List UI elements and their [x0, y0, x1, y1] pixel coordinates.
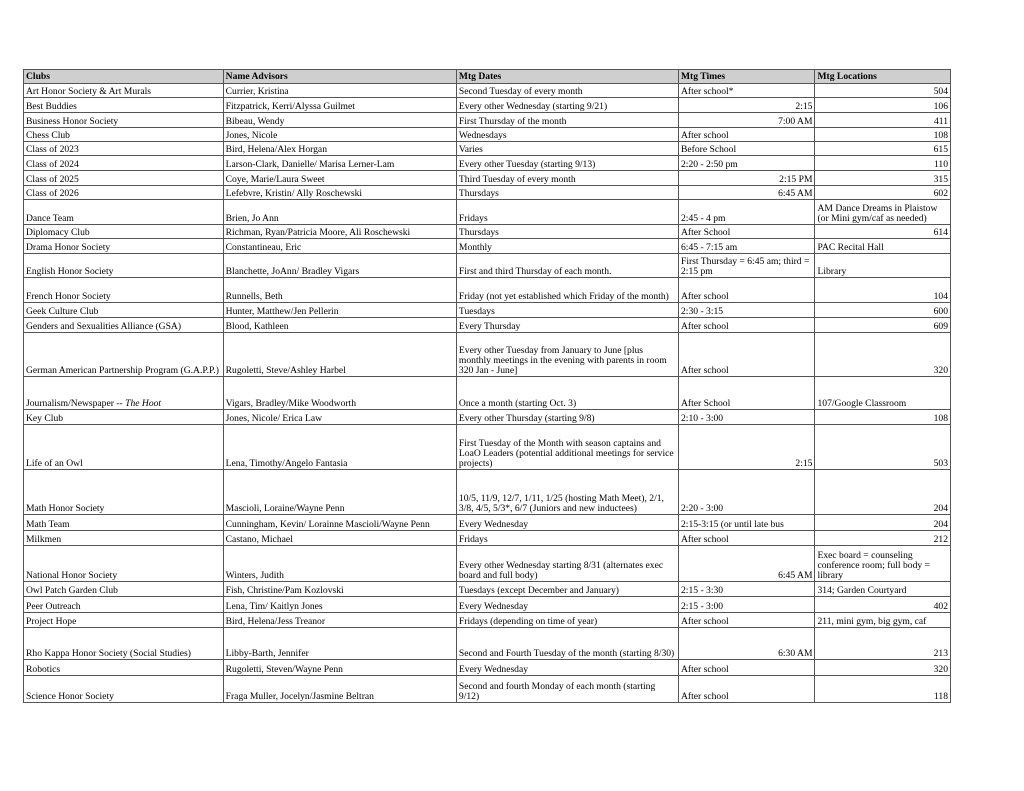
club-cell: Key Club — [24, 410, 224, 425]
advisors-cell: Runnells, Beth — [223, 278, 456, 303]
table-row — [24, 239, 951, 254]
mtg-times-cell: 6:45 AM — [678, 186, 815, 200]
mtg-times-cell: After school — [678, 128, 815, 142]
table-row — [24, 142, 951, 156]
club-cell: Project Hope — [24, 613, 224, 628]
mtg-dates-cell: Every Wednesday — [456, 515, 678, 531]
mtg-location-cell: 609 — [815, 318, 951, 333]
mtg-location-cell: 504 — [815, 84, 951, 98]
mtg-times-cell: After school — [678, 660, 815, 676]
table-row — [24, 425, 951, 470]
club-cell: Best Buddies — [24, 98, 224, 113]
table-row — [24, 410, 951, 425]
advisors-cell: Cunningham, Kevin/ Lorainne Mascioli/Wayne Penn — [223, 515, 456, 531]
mtg-location-cell: 503 — [815, 425, 951, 470]
club-cell: Class of 2023 — [24, 142, 224, 156]
mtg-times-cell: 2:15 — [678, 425, 815, 470]
table-row — [24, 470, 951, 515]
advisors-cell: Bird, Helena/Alex Horgan — [223, 142, 456, 156]
club-cell: Drama Honor Society — [24, 239, 224, 254]
mtg-times-cell: 2:10 - 3:00 — [678, 410, 815, 425]
header-name-advisors: Name Advisors — [223, 70, 456, 84]
table-row — [24, 333, 951, 377]
mtg-location-cell: 118 — [815, 676, 951, 703]
mtg-location-cell: AM Dance Dreams in Plaistow (or Mini gym/caf as needed) — [815, 200, 951, 225]
mtg-dates-cell: Monthly — [456, 239, 678, 254]
mtg-times-cell: 6:45 - 7:15 am — [678, 239, 815, 254]
mtg-location-cell: 402 — [815, 597, 951, 613]
club-cell: French Honor Society — [24, 278, 224, 303]
mtg-times-cell: 2:15 PM — [678, 171, 815, 186]
mtg-location-cell: 107/Google Classroom — [815, 377, 951, 410]
table-row — [24, 582, 951, 597]
mtg-times-cell: 2:15 - 3:30 — [678, 582, 815, 597]
advisors-cell: Libby-Barth, Jennifer — [223, 628, 456, 660]
advisors-cell: Bibeau, Wendy — [223, 113, 456, 128]
club-cell: Genders and Sexualities Alliance (GSA) — [24, 318, 224, 333]
table-row — [24, 84, 951, 98]
header-clubs: Clubs — [24, 70, 224, 84]
table-body — [24, 84, 951, 703]
club-cell: Art Honor Society & Art Murals — [24, 84, 224, 98]
mtg-location-cell: 108 — [815, 128, 951, 142]
club-cell: Class of 2024 — [24, 156, 224, 171]
mtg-location-cell: 314; Garden Courtyard — [815, 582, 951, 597]
mtg-dates-cell: 10/5, 11/9, 12/7, 1/11, 1/25 (hosting Math Meet), 2/1, 3/8, 4/5, 5/3*, 6/7 (Juniors and new inductees) — [456, 470, 678, 515]
advisors-cell: Jones, Nicole — [223, 128, 456, 142]
advisors-cell: Rugoletti, Steven/Wayne Penn — [223, 660, 456, 676]
advisors-cell: Bird, Helena/Jess Treanor — [223, 613, 456, 628]
club-cell: English Honor Society — [24, 254, 224, 278]
advisors-cell: Lefebvre, Kristin/ Ally Roschewski — [223, 186, 456, 200]
mtg-location-cell: 411 — [815, 113, 951, 128]
advisors-cell: Vigars, Bradley/Mike Woodworth — [223, 377, 456, 410]
table-row — [24, 200, 951, 225]
mtg-times-cell: 2:15 - 3:00 — [678, 597, 815, 613]
club-cell: Peer Outreach — [24, 597, 224, 613]
advisors-cell: Coye, Marie/Laura Sweet — [223, 171, 456, 186]
mtg-times-cell: After School — [678, 225, 815, 239]
mtg-times-cell: Before School — [678, 142, 815, 156]
advisors-cell: Larson-Clark, Danielle/ Marisa Lerner-Lam — [223, 156, 456, 171]
mtg-times-cell: First Thursday = 6:45 am; third = 2:15 pm — [678, 254, 815, 278]
table-row — [24, 318, 951, 333]
advisors-cell: Castano, Michael — [223, 531, 456, 546]
mtg-dates-cell: Friday (not yet established which Friday of the month) — [456, 278, 678, 303]
mtg-times-cell: 6:45 AM — [678, 546, 815, 582]
table-row — [24, 186, 951, 200]
club-cell: Milkmen — [24, 531, 224, 546]
mtg-dates-cell: Every Thursday — [456, 318, 678, 333]
mtg-location-cell: 106 — [815, 98, 951, 113]
table-row — [24, 515, 951, 531]
table-row — [24, 156, 951, 171]
mtg-dates-cell: Every Wednesday — [456, 660, 678, 676]
table-row — [24, 128, 951, 142]
mtg-dates-cell: Thursdays — [456, 225, 678, 239]
mtg-dates-cell: First Thursday of the month — [456, 113, 678, 128]
advisors-cell: Fitzpatrick, Kerri/Alyssa Guilmet — [223, 98, 456, 113]
club-cell: Dance Team — [24, 200, 224, 225]
table-row — [24, 225, 951, 239]
mtg-times-cell: 2:20 - 2:50 pm — [678, 156, 815, 171]
club-cell: Diplomacy Club — [24, 225, 224, 239]
mtg-location-cell: 212 — [815, 531, 951, 546]
mtg-dates-cell: Thursdays — [456, 186, 678, 200]
table-row — [24, 676, 951, 703]
mtg-times-cell: 2:45 - 4 pm — [678, 200, 815, 225]
table-row — [24, 278, 951, 303]
advisors-cell: Lena, Tim/ Kaitlyn Jones — [223, 597, 456, 613]
mtg-location-cell: PAC Recital Hall — [815, 239, 951, 254]
header-row — [24, 70, 951, 84]
advisors-cell: Richman, Ryan/Patricia Moore, Ali Roschewski — [223, 225, 456, 239]
table-row — [24, 113, 951, 128]
header-mtg-dates: Mtg Dates — [456, 70, 678, 84]
advisors-cell: Hunter, Matthew/Jen Pellerin — [223, 303, 456, 318]
table-row — [24, 377, 951, 410]
mtg-times-cell: 6:30 AM — [678, 628, 815, 660]
table-row — [24, 597, 951, 613]
advisors-cell: Blood, Kathleen — [223, 318, 456, 333]
mtg-dates-cell: Fridays — [456, 531, 678, 546]
mtg-dates-cell: Fridays (depending on time of year) — [456, 613, 678, 628]
advisors-cell: Brien, Jo Ann — [223, 200, 456, 225]
mtg-dates-cell: Every other Wednesday (starting 9/21) — [456, 98, 678, 113]
mtg-times-cell: After school — [678, 333, 815, 377]
table-row — [24, 98, 951, 113]
mtg-location-cell: 211, mini gym, big gym, caf — [815, 613, 951, 628]
mtg-dates-cell: First and third Thursday of each month. — [456, 254, 678, 278]
advisors-cell: Constantineau, Eric — [223, 239, 456, 254]
mtg-location-cell: 600 — [815, 303, 951, 318]
mtg-times-cell: 2:15 — [678, 98, 815, 113]
table-row — [24, 660, 951, 676]
mtg-location-cell: Exec board = counseling conference room; full body = library — [815, 546, 951, 582]
table-row — [24, 613, 951, 628]
mtg-dates-cell: Tuesdays — [456, 303, 678, 318]
mtg-location-cell: 204 — [815, 515, 951, 531]
mtg-dates-cell: Second and fourth Monday of each month (starting 9/12) — [456, 676, 678, 703]
mtg-location-cell: 320 — [815, 333, 951, 377]
mtg-location-cell: 110 — [815, 156, 951, 171]
club-cell: Journalism/Newspaper -- The Hoot — [24, 377, 224, 410]
club-cell: Robotics — [24, 660, 224, 676]
mtg-dates-cell: Every other Thursday (starting 9/8) — [456, 410, 678, 425]
club-cell: Owl Patch Garden Club — [24, 582, 224, 597]
table-row — [24, 546, 951, 582]
mtg-times-cell: 2:20 - 3:00 — [678, 470, 815, 515]
mtg-dates-cell: First Tuesday of the Month with season captains and LoaO Leaders (potential additional meetings for service projects) — [456, 425, 678, 470]
mtg-dates-cell: Third Tuesday of every month — [456, 171, 678, 186]
mtg-location-cell: Library — [815, 254, 951, 278]
table-row — [24, 254, 951, 278]
mtg-location-cell: 104 — [815, 278, 951, 303]
club-cell: Geek Culture Club — [24, 303, 224, 318]
mtg-times-cell: After school — [678, 613, 815, 628]
mtg-times-cell: After school — [678, 278, 815, 303]
club-cell: Science Honor Society — [24, 676, 224, 703]
club-cell: Business Honor Society — [24, 113, 224, 128]
mtg-dates-cell: Every other Tuesday from January to June [plus monthly meetings in the evening with parents in room 320 Jan - June] — [456, 333, 678, 377]
club-cell: Life of an Owl — [24, 425, 224, 470]
club-cell: Math Team — [24, 515, 224, 531]
advisors-cell: Fish, Christine/Pam Kozlovski — [223, 582, 456, 597]
mtg-location-cell: 615 — [815, 142, 951, 156]
club-cell: Class of 2026 — [24, 186, 224, 200]
mtg-location-cell: 213 — [815, 628, 951, 660]
club-cell: National Honor Society — [24, 546, 224, 582]
mtg-dates-cell: Every other Wednesday starting 8/31 (alternates exec board and full body) — [456, 546, 678, 582]
header-mtg-times: Mtg Times — [678, 70, 815, 84]
mtg-dates-cell: Second Tuesday of every month — [456, 84, 678, 98]
mtg-dates-cell: Every other Tuesday (starting 9/13) — [456, 156, 678, 171]
mtg-dates-cell: Varies — [456, 142, 678, 156]
mtg-location-cell: 315 — [815, 171, 951, 186]
mtg-times-cell: After school — [678, 318, 815, 333]
advisors-cell: Blanchette, JoAnn/ Bradley Vigars — [223, 254, 456, 278]
advisors-cell: Mascioli, Loraine/Wayne Penn — [223, 470, 456, 515]
mtg-dates-cell: Wednesdays — [456, 128, 678, 142]
mtg-dates-cell: Every Wednesday — [456, 597, 678, 613]
mtg-location-cell: 204 — [815, 470, 951, 515]
mtg-times-cell: 7:00 AM — [678, 113, 815, 128]
club-cell: Chess Club — [24, 128, 224, 142]
club-cell: Rho Kappa Honor Society (Social Studies) — [24, 628, 224, 660]
club-schedule-table — [23, 69, 951, 703]
mtg-times-cell: 2:30 - 3:15 — [678, 303, 815, 318]
advisors-cell: Lena, Timothy/Angelo Fantasia — [223, 425, 456, 470]
mtg-dates-cell: Second and Fourth Tuesday of the month (starting 8/30) — [456, 628, 678, 660]
club-cell: Math Honor Society — [24, 470, 224, 515]
mtg-location-cell: 320 — [815, 660, 951, 676]
table-row — [24, 171, 951, 186]
table-row — [24, 531, 951, 546]
mtg-times-cell: After school* — [678, 84, 815, 98]
mtg-dates-cell: Once a month (starting Oct. 3) — [456, 377, 678, 410]
table-row — [24, 303, 951, 318]
club-cell: German American Partnership Program (G.A.P.P.) — [24, 333, 224, 377]
club-cell: Class of 2025 — [24, 171, 224, 186]
mtg-dates-cell: Tuesdays (except December and January) — [456, 582, 678, 597]
mtg-location-cell: 108 — [815, 410, 951, 425]
advisors-cell: Fraga Muller, Jocelyn/Jasmine Beltran — [223, 676, 456, 703]
advisors-cell: Jones, Nicole/ Erica Law — [223, 410, 456, 425]
mtg-location-cell: 614 — [815, 225, 951, 239]
mtg-times-cell: After school — [678, 531, 815, 546]
club-schedule-sheet — [23, 69, 951, 703]
newspaper-name: The Hoot — [125, 398, 162, 409]
mtg-location-cell: 602 — [815, 186, 951, 200]
mtg-dates-cell: Fridays — [456, 200, 678, 225]
table-row — [24, 628, 951, 660]
header-mtg-locations: Mtg Locations — [815, 70, 951, 84]
mtg-times-cell: 2:15-3:15 (or until late bus — [678, 515, 815, 531]
mtg-times-cell: After School — [678, 377, 815, 410]
mtg-times-cell: After school — [678, 676, 815, 703]
advisors-cell: Winters, Judith — [223, 546, 456, 582]
advisors-cell: Rugoletti, Steve/Ashley Harbel — [223, 333, 456, 377]
advisors-cell: Currier, Kristina — [223, 84, 456, 98]
